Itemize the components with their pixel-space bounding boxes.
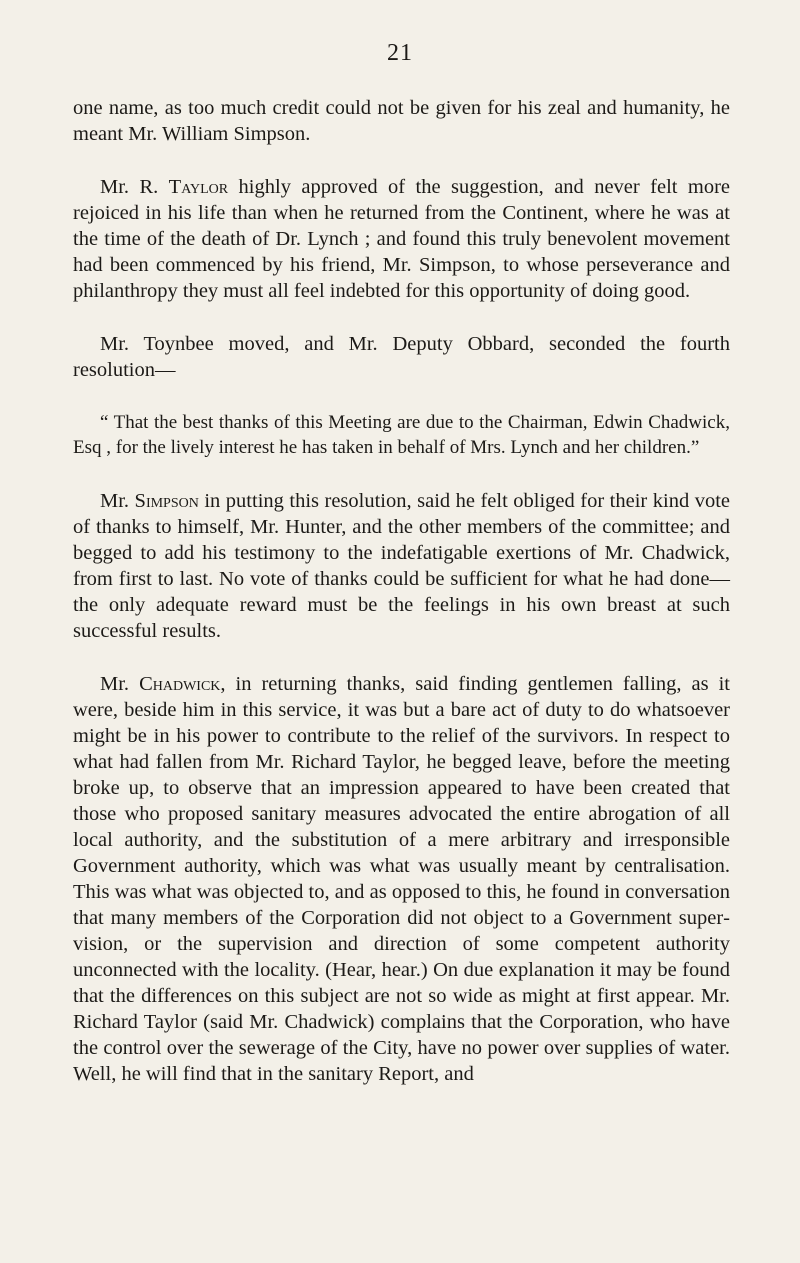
speaker-prefix: Mr. R.: [100, 176, 169, 198]
paragraph-2-text: highly approved of the suggestion, and never felt more rejoiced in his life than when he returned from the Continent, where he was at the time of the death of Dr. Lynch ; and found this truly benevolent movement had been commenced by his friend, Mr. Simpson, to whose perseverance and philanthropy they must all feel indebted for this opportunity of doing good.: [73, 176, 730, 302]
page-number: 21: [387, 40, 413, 66]
paragraph-3: [73, 331, 730, 383]
speaker-name: Chadwick: [139, 673, 221, 695]
paragraph-1-text: one name, as too much credit could not be given for his zeal and humanity, he meant Mr. William Simpson.: [73, 97, 730, 145]
paragraph-5: [73, 671, 730, 1087]
speaker-name: Taylor: [168, 176, 229, 198]
paragraph-5-text: , in returning thanks, said finding gentlemen falling, as it were, beside him in this service, it was but a bare act of duty to do whatsoever might be in his power to contribute to the relief of the survivors. In respect to what had fallen from Mr. Richard Taylor, he begged leave, before the meeting broke up, to observe that an impression appeared to have been created that those who proposed sanitary measures advocated the entire abrogation of all local authority, and the substitution of a mere arbitrary and irresponsible Government authority, which was what was usually meant by centralisation. This was what was objected to, and as opposed to this, he found in conversation that many members of the Corporation did not object to a Government supervision, or the supervision and direction of some competent authority unconnected with the locality. (Hear, hear.) On due explanation it may be found that the differences on this subject are not so wide as might at first appear. Mr. Richard Taylor (said Mr. Chadwick) complains that the Corporation, who have the control over the sewerage of the City, have no power over supplies of water. Well, he will find that in the sanitary Report, and: [73, 673, 730, 1085]
body-text: [73, 95, 730, 1114]
paragraph-4: [73, 488, 730, 644]
paragraph-4-text: in putting this resolution, said he felt obliged for their kind vote of thanks to himself, Mr. Hunter, and the other members of the committee; and begged to add his testimony to the indefatigable exertions of Mr. Chadwick, from first to last. No vote of thanks could be sufficient for what he had done—the only adequate reward must be the feelings in his own breast at such successful results.: [73, 490, 730, 642]
speaker-prefix: Mr.: [100, 490, 135, 512]
resolution-quote-text: “ That the best thanks of this Meeting are due to the Chairman, Edwin Chadwick, Esq , for the lively interest he has taken in behalf of Mrs. Lynch and her children.”: [73, 412, 730, 458]
resolution-quote: [73, 410, 730, 460]
speaker-prefix: Mr.: [100, 673, 140, 695]
speaker-name: Simpson: [134, 490, 199, 512]
paragraph-2: [73, 174, 730, 304]
paragraph-1: [73, 95, 730, 147]
paragraph-3-text: Mr. Toynbee moved, and Mr. Deputy Obbard, seconded the fourth resolution—: [73, 333, 730, 381]
